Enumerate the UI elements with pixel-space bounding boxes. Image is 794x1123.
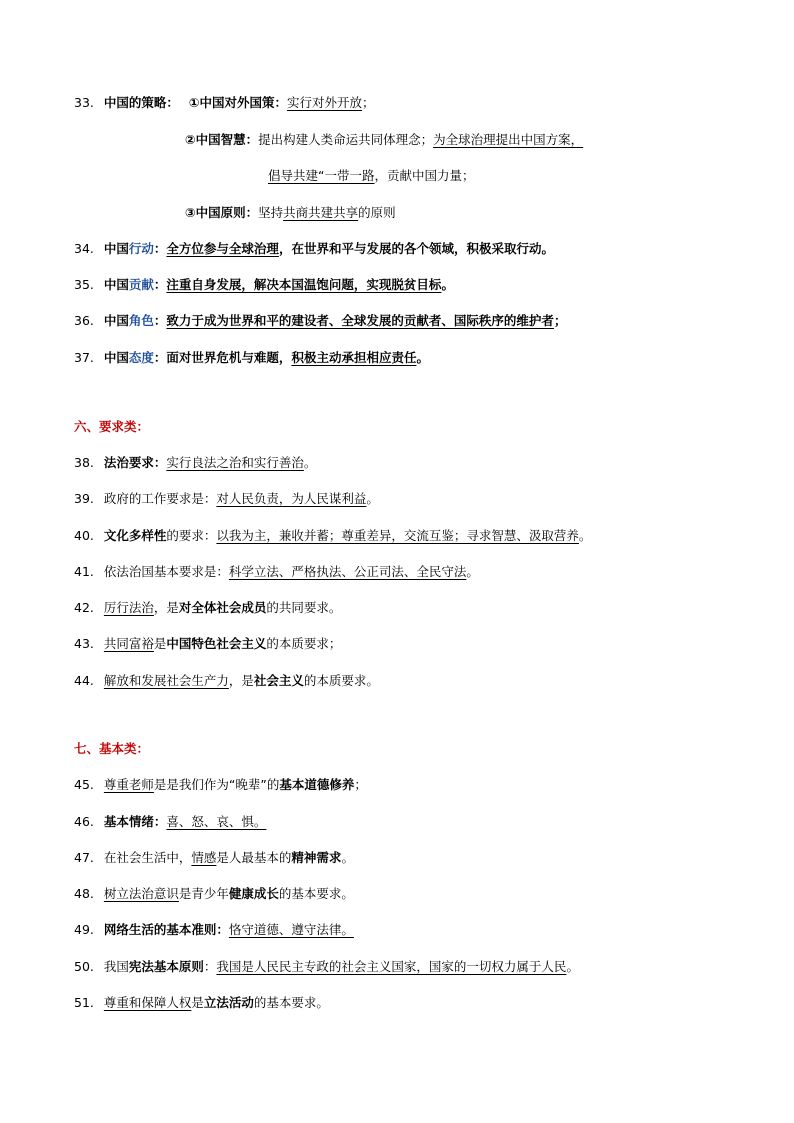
item-tail: 。 (578, 528, 592, 543)
item-colon: ： (203, 959, 217, 974)
item-number: 41. (74, 564, 94, 579)
item-keyword: 贡献 (128, 277, 154, 292)
item-bold: 对全体社会成员 (178, 600, 267, 615)
item-colon: ： (153, 350, 167, 365)
item-text: 情感 (191, 850, 217, 865)
item-33 (74, 95, 375, 111)
item-47 (74, 850, 354, 866)
item-text: 尊重老师 (103, 777, 154, 792)
item-text-tail: ，在世界和平与发展的各个领域，积极采取行动。 (278, 241, 554, 256)
item-pre: 中国 (103, 241, 129, 256)
item-text: 尊重和保障人权 (103, 995, 192, 1010)
sub-text-2b: 为全球治理提出中国方案， (433, 132, 584, 147)
item-number: 50. (74, 959, 94, 974)
item-46 (74, 814, 266, 830)
item-keyword: 态度 (128, 350, 154, 365)
sub-marker-1: ①中国对外国策： (188, 95, 287, 110)
item-50 (74, 959, 579, 975)
item-bold: 精神需求 (291, 850, 342, 865)
sub-text-3b: 共商共建共享 (283, 205, 359, 220)
sub-text-3c: 的原则 (358, 205, 396, 220)
sub-marker-2: ②中国智慧： (185, 132, 259, 147)
item-keyword: 角色 (128, 313, 154, 328)
item-40 (74, 528, 591, 544)
item-number: 45. (74, 777, 94, 792)
sub-marker-3: ③中国原则： (185, 205, 259, 220)
item-text: 树立法治意识 (103, 886, 179, 901)
item-text-tail: 。 (416, 350, 429, 365)
item-43 (74, 636, 341, 652)
item-text: 恪守道德、遵守法律。 (228, 922, 354, 937)
sub-text-1: 实行对外开放 (286, 95, 362, 110)
item-text: 我国是人民民主专政的社会主义国家，国家的一切权力属于人民 (216, 959, 567, 974)
item-number: 47. (74, 850, 94, 865)
item-bold: 健康成长 (228, 886, 279, 901)
section-heading-requirements: 六、要求类： (74, 419, 150, 434)
item-number: 42. (74, 600, 94, 615)
item-49 (74, 922, 354, 938)
item-label: 的要求： (166, 528, 217, 543)
item-keyword: 行动 (128, 241, 154, 256)
item-mid: 是青少年 (178, 886, 229, 901)
item-38 (74, 455, 316, 471)
item-mid: 是人最基本的 (216, 850, 292, 865)
item-number: 43. (74, 636, 94, 651)
item-text-tail: 。 (441, 277, 454, 292)
item-text: 厉行法治 (103, 600, 154, 615)
item-tail: 。 (341, 850, 354, 865)
item-text-tail: ； (553, 313, 567, 328)
item-mid: 是 (153, 636, 167, 651)
item-bold: 宪法基本原则 (128, 959, 204, 974)
item-text: 致力于成为世界和平的建设者、全球发展的贡献者、国际秩序的维护者 (166, 313, 554, 328)
item-label: 政府的工作要求是： (103, 491, 217, 506)
item-33-line-3 (268, 168, 475, 184)
item-51 (74, 995, 329, 1011)
item-mid: ，是 (228, 673, 254, 688)
item-number: 34. (74, 241, 94, 256)
item-34 (74, 241, 554, 257)
sub-text-2a: 提出构建人类命运共同体理念； (258, 132, 434, 147)
item-number: 39. (74, 491, 94, 506)
item-bold: 社会主义 (253, 673, 304, 688)
item-41 (74, 564, 479, 580)
item-number: 37. (74, 350, 94, 365)
item-tail: 。 (366, 491, 379, 506)
item-text: 以我为主，兼收并蓄；尊重差异，交流互鉴；寻求智慧、汲取营养 (216, 528, 579, 543)
item-tail: 的本质要求； (266, 636, 342, 651)
item-text: 注重自身发展，解决本国温饱问题，实现脱贫目标 (166, 277, 442, 292)
sub-text-2c: 倡导共建“一带一路 (268, 168, 375, 183)
item-37 (74, 350, 429, 366)
item-label: 法治要求： (103, 455, 167, 470)
item-text: 面对世界危机与难题， (166, 350, 292, 365)
item-number: 40. (74, 528, 94, 543)
item-pre: 我国 (103, 959, 129, 974)
item-bold: 中国特色社会主义 (166, 636, 267, 651)
sub-text-3a: 坚持 (258, 205, 284, 220)
item-text: 共同富裕 (103, 636, 154, 651)
item-mid: 是 (191, 995, 204, 1010)
item-pre: 中国 (103, 277, 129, 292)
item-number: 36. (74, 313, 94, 328)
item-bold: 立法活动 (203, 995, 254, 1010)
item-pre: 中国 (103, 313, 129, 328)
item-tail: ； (354, 777, 367, 792)
item-number: 44. (74, 673, 94, 688)
item-tail: 的本质要求。 (303, 673, 379, 688)
item-colon: ： (153, 313, 167, 328)
item-pre: 中国 (103, 350, 129, 365)
item-text: 科学立法、严格执法、公正司法、全民守法 (228, 564, 467, 579)
item-45 (74, 777, 367, 793)
item-text: 解放和发展社会生产力 (103, 673, 229, 688)
item-tail: 。 (566, 959, 579, 974)
item-33-line-4 (185, 205, 396, 221)
item-tail: 。 (303, 455, 317, 470)
item-label: 网络生活的基本准则： (103, 922, 229, 937)
item-text-key: 积极主动承担相应责任 (291, 350, 417, 365)
item-text: 喜、怒、哀、惧。 (166, 814, 267, 829)
sub-tail-1: ； (361, 95, 375, 110)
item-number: 38. (74, 455, 94, 470)
item-pre: 在社会生活中， (103, 850, 192, 865)
section-heading-basics: 七、基本类： (74, 741, 150, 756)
item-colon: ： (153, 241, 167, 256)
item-35 (74, 277, 454, 293)
item-mid: 是是我们作为“晚辈”的 (153, 777, 280, 792)
item-number: 48. (74, 886, 94, 901)
item-label: 中国的策略： (103, 95, 179, 110)
item-text: 对人民负责，为人民谋利益 (216, 491, 367, 506)
item-number: 51. (74, 995, 94, 1010)
item-number: 46. (74, 814, 94, 829)
item-36 (74, 313, 566, 329)
item-tail: 的基本要求。 (278, 886, 354, 901)
item-39 (74, 491, 379, 507)
item-label-bold: 文化多样性 (103, 528, 167, 543)
item-label: 基本情绪： (103, 814, 167, 829)
item-label: 依法治国基本要求是： (103, 564, 229, 579)
item-colon: ： (153, 277, 167, 292)
item-tail: 。 (466, 564, 479, 579)
sub-tail-2: ，贡献中国力量； (374, 168, 475, 183)
item-text: 实行良法之治和实行善治 (166, 455, 304, 470)
item-number: 35. (74, 277, 94, 292)
item-text: 全方位参与全球治理 (166, 241, 279, 256)
item-tail: 的基本要求。 (253, 995, 329, 1010)
item-42 (74, 600, 341, 616)
item-48 (74, 886, 354, 902)
item-number: 33. (74, 95, 94, 110)
item-mid: ，是 (153, 600, 179, 615)
item-44 (74, 673, 379, 689)
item-tail: 的共同要求。 (266, 600, 342, 615)
item-number: 49. (74, 922, 94, 937)
item-bold: 基本道德修养 (279, 777, 355, 792)
item-33-line-2 (185, 132, 583, 148)
